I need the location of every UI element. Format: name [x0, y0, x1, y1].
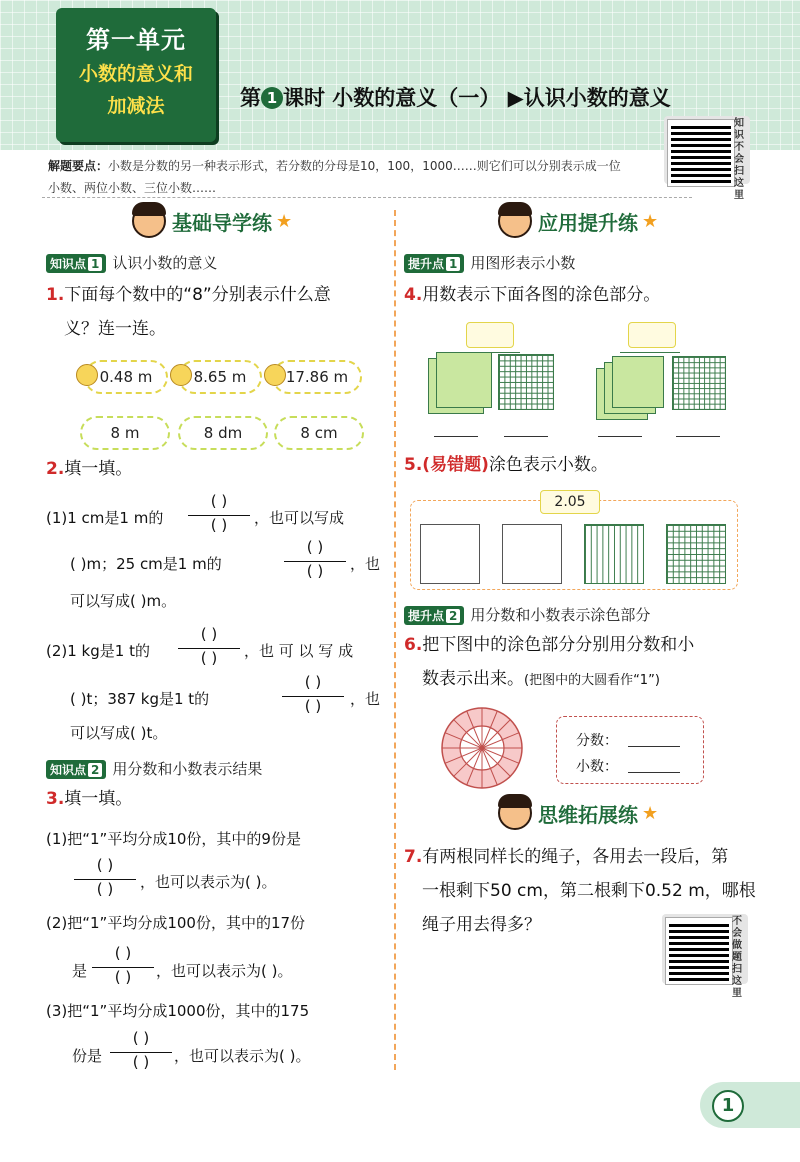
unit-subtitle-line1: 小数的意义和	[78, 63, 193, 85]
solution-tips	[48, 155, 658, 199]
qr-code-icon	[666, 918, 732, 984]
improvement-point-2	[404, 604, 650, 625]
q3-1-text: ，也可以表示为( )。	[140, 873, 277, 891]
kp-tag: 提升点 1	[404, 254, 464, 273]
answer-line[interactable]	[598, 436, 642, 437]
question-1	[46, 278, 391, 346]
question-number: 6.	[404, 635, 423, 655]
fraction-blank[interactable]: ( ) ( )	[92, 946, 154, 990]
shaded-square	[612, 356, 664, 408]
question-text: 有两根同样长的绳子，各用去一段后，第	[422, 847, 729, 867]
answer-box[interactable]	[628, 322, 676, 348]
question-number: 4.	[404, 285, 423, 305]
question-text: 把下图中的涂色部分分别用分数和小	[422, 635, 695, 655]
question-number: 5.	[404, 455, 423, 475]
blank-square[interactable]	[502, 524, 562, 584]
question-number: 3.	[46, 789, 65, 809]
star-icon: ★	[642, 802, 659, 824]
question-6	[404, 628, 754, 698]
number-oval[interactable]: 0.48 m	[84, 360, 168, 394]
unit-subtitle-line2: 加减法	[107, 95, 165, 117]
unit-title: 第一单元	[86, 26, 186, 54]
lesson-topic: ▶认识小数的意义	[507, 86, 671, 110]
q2-1-text: ( )m；25 cm是1 m的	[70, 555, 222, 573]
improvement-point-1	[404, 252, 575, 273]
q3-3-text: ，也可以表示为( )。	[174, 1047, 311, 1065]
answer-line[interactable]	[434, 436, 478, 437]
decimal-answer-line[interactable]	[628, 772, 680, 773]
q3-2-text: (2)把“1”平均分成100份，其中的17份	[46, 914, 306, 932]
question-text: 涂色表示小数。	[488, 455, 608, 475]
qr-caption-bottom: 不会做题扫这里	[732, 916, 742, 999]
question-text-cont: 义？连一连。	[64, 319, 166, 339]
fraction-answer-line[interactable]	[628, 746, 680, 747]
question-text: 用数表示下面各图的涂色部分。	[422, 285, 661, 305]
bracket-line	[620, 352, 680, 353]
tips-divider	[42, 197, 692, 198]
star-icon: ★	[642, 210, 659, 232]
fraction-blank[interactable]: ( ) ( )	[110, 1031, 172, 1075]
q3-3-text: (3)把“1”平均分成1000份，其中的175	[46, 1002, 310, 1020]
section-extension	[498, 796, 658, 830]
unit-badge	[56, 8, 216, 142]
student-avatar-icon	[498, 204, 532, 238]
qr-code-top[interactable]	[664, 116, 750, 201]
q3-2-text: 是	[72, 962, 88, 980]
number-oval[interactable]: 8.65 m	[178, 360, 262, 394]
answer-line[interactable]	[504, 436, 548, 437]
kp-text: 用图形表示小数	[470, 254, 576, 272]
knowledge-point-2	[46, 758, 262, 779]
tips-label: 解题要点：	[48, 159, 109, 173]
shaded-square	[436, 352, 492, 408]
lesson-title	[240, 82, 671, 112]
knowledge-point-1	[46, 252, 217, 273]
q2-2-text: (2)1 kg是1 t的	[46, 642, 150, 660]
fraction-blank[interactable]: ( ) ( )	[74, 858, 136, 902]
column-divider	[394, 210, 396, 1070]
qr-code-icon	[668, 120, 734, 186]
meaning-oval[interactable]: 8 cm	[274, 416, 364, 450]
qr-caption-top: 知识不会扫这里	[734, 118, 744, 201]
question-2	[46, 452, 132, 486]
page-number: 1	[712, 1090, 744, 1122]
lesson-number: 1	[261, 87, 283, 109]
question-text: 下面每个数中的“8”分别表示什么意	[64, 285, 331, 305]
q3-1-text: (1)把“1”平均分成10份，其中的9份是	[46, 830, 301, 848]
question-text-cont: 绳子用去得多？	[422, 915, 541, 935]
cartoon-cat-icon	[170, 364, 192, 386]
q2-1-text: 可以写成( )m。	[70, 592, 177, 610]
kp-text: 用分数和小数表示涂色部分	[470, 606, 651, 624]
q2-1-text: ，也	[350, 555, 381, 573]
section-title: 应用提升练	[538, 210, 638, 235]
student-avatar-icon	[498, 796, 532, 830]
fraction-blank[interactable]: ( ) ( )	[284, 540, 346, 584]
section-title: 基础导学练	[172, 210, 272, 235]
blank-square[interactable]	[420, 524, 480, 584]
tips-line1: 小数是分数的另一种表示形式，若分数的分母是10，100，1000……则它们可以分别表示成一位	[108, 159, 621, 173]
tips-line2: 小数、两位小数、三位小数……	[48, 181, 217, 195]
question-number: 7.	[404, 847, 423, 867]
fraction-blank[interactable]: ( ) ( )	[188, 494, 250, 538]
meaning-oval[interactable]: 8 dm	[178, 416, 268, 450]
question-text: 填一填。	[64, 789, 133, 809]
kp-tag: 知识点 2	[46, 760, 106, 779]
kp-tag: 知识点 1	[46, 254, 106, 273]
answer-line[interactable]	[676, 436, 720, 437]
grid-tenths[interactable]	[584, 524, 644, 584]
error-prone-tag: (易错题)	[422, 455, 489, 475]
cartoon-cat-icon	[264, 364, 286, 386]
page-number-tab	[700, 1082, 800, 1128]
question-text-cont: 一根剩下50 cm，第二根剩下0.52 m，哪根	[422, 881, 756, 901]
q3-3-text: 份是	[72, 1047, 103, 1065]
q2-2-text: 可以写成( )t。	[70, 724, 168, 742]
question-number: 2.	[46, 459, 65, 479]
grid-100	[672, 356, 726, 410]
fraction-blank[interactable]: ( ) ( )	[178, 627, 240, 671]
q2-2-text: ，也 可 以 写 成	[244, 642, 354, 660]
q2-1-text: (1)1 cm是1 m的	[46, 509, 164, 527]
grid-hundredths[interactable]	[666, 524, 726, 584]
question-note: (把图中的大圆看作“1”)	[524, 673, 660, 688]
section-title: 思维拓展练	[538, 802, 638, 827]
q2-2-text: ，也	[350, 690, 381, 708]
decimal-label: 小数：	[576, 759, 618, 775]
question-text-cont: 数表示出来。	[422, 669, 524, 689]
circle-diagram	[440, 706, 524, 790]
lesson-name: 课时 小数的意义（一）	[283, 86, 501, 110]
question-text: 填一填。	[64, 459, 133, 479]
answer-box[interactable]	[466, 322, 514, 348]
cartoon-cat-icon	[76, 364, 98, 386]
kp-tag: 提升点 2	[404, 606, 464, 625]
question-number: 1.	[46, 285, 65, 305]
qr-code-bottom[interactable]	[662, 914, 748, 999]
question-4	[404, 278, 660, 312]
q2-2-text: ( )t；387 kg是1 t的	[70, 690, 210, 708]
lesson-prefix: 第	[240, 86, 261, 110]
kp-text: 用分数和小数表示结果	[112, 760, 263, 778]
q3-2-text: ，也可以表示为( )。	[156, 962, 293, 980]
number-oval[interactable]: 17.86 m	[272, 360, 362, 394]
meaning-oval[interactable]: 8 m	[80, 416, 170, 450]
section-applied-practice	[498, 204, 658, 238]
question-5	[404, 448, 608, 482]
section-basic-practice	[132, 204, 292, 238]
target-value: 2.05	[540, 490, 600, 514]
q2-1-text: ，也可以写成	[254, 509, 345, 527]
fraction-label: 分数：	[576, 733, 618, 749]
student-avatar-icon	[132, 204, 166, 238]
question-3	[46, 782, 132, 816]
kp-text: 认识小数的意义	[112, 254, 218, 272]
fraction-blank[interactable]: ( ) ( )	[282, 675, 344, 719]
star-icon: ★	[276, 210, 293, 232]
grid-100	[498, 354, 554, 410]
